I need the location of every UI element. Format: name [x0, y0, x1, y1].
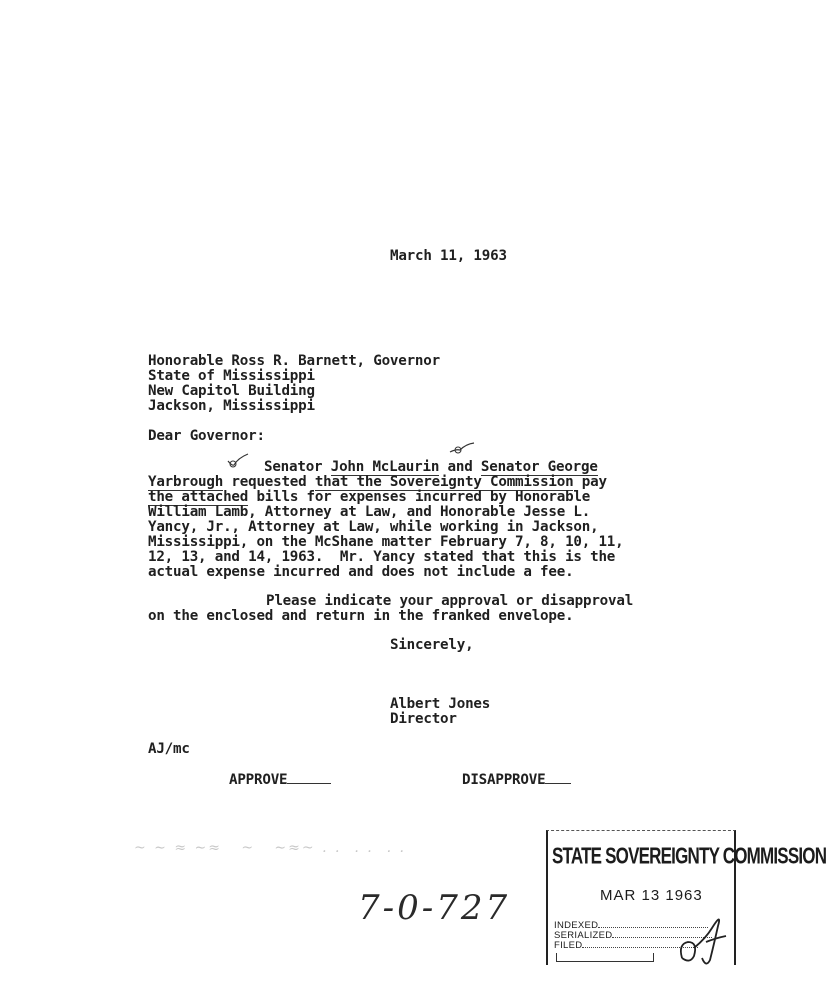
body-line-4: William Lamb, Attorney at Law, and Honorable Jesse L.	[148, 504, 591, 520]
stamp-box	[556, 953, 654, 962]
disapprove-line: DISAPPROVE	[462, 770, 571, 788]
body-line-7: 12, 13, and 14, 1963. Mr. Yancy stated that this is the	[148, 549, 616, 565]
initials: AJ/mc	[148, 741, 190, 757]
body-line-8: actual expense incurred and does not include a fee.	[148, 564, 574, 580]
body-para2-line-1: Please indicate your approval or disapproval	[266, 593, 634, 609]
salutation: Dear Governor:	[148, 428, 265, 444]
stamp-date: MAR 13 1963	[600, 887, 703, 904]
stamp-title: STATE SOVEREIGNTY COMMISSION	[552, 843, 826, 869]
body-line-1: Senator John McLaurin and Senator George	[264, 459, 598, 475]
address-line-4: Jackson, Mississippi	[148, 398, 315, 414]
stamp-indexed: INDEXED	[554, 919, 708, 931]
check-mark-icon	[226, 452, 250, 470]
check-mark-icon	[448, 440, 476, 458]
approve-line: APPROVE	[229, 770, 331, 788]
body-line-5: Yancy, Jr., Attorney at Law, while working in Jackson,	[148, 519, 599, 535]
body-line-6: Mississippi, on the McShane matter February 7, 8, 10, 11,	[148, 534, 624, 550]
faint-handwritten-note: ~ ∼ ≈ ∼≈ ~ ∼≈~ . . . . . .	[134, 840, 406, 856]
address-line-2: State of Mississippi	[148, 368, 315, 384]
body-line-2: Yarbrough requested that the Sovereignty Commission pay	[148, 474, 607, 490]
handwritten-initials-mark	[676, 908, 730, 966]
body-para2-line-2: on the enclosed and return in the franked envelope.	[148, 608, 574, 624]
letter-date: March 11, 1963	[390, 248, 507, 264]
stamp-serialized: SERIALIZED	[554, 929, 712, 941]
body-line-3: the attached bills for expenses incurred by Honorable	[148, 489, 591, 505]
signer-title: Director	[390, 711, 457, 727]
address-line-1: Honorable Ross R. Barnett, Governor	[148, 353, 440, 369]
closing: Sincerely,	[390, 637, 474, 653]
stamp-filed: FILED	[554, 939, 698, 951]
file-number: 7-0-727	[358, 888, 511, 928]
signer-name: Albert Jones	[390, 696, 491, 712]
address-line-3: New Capitol Building	[148, 383, 315, 399]
